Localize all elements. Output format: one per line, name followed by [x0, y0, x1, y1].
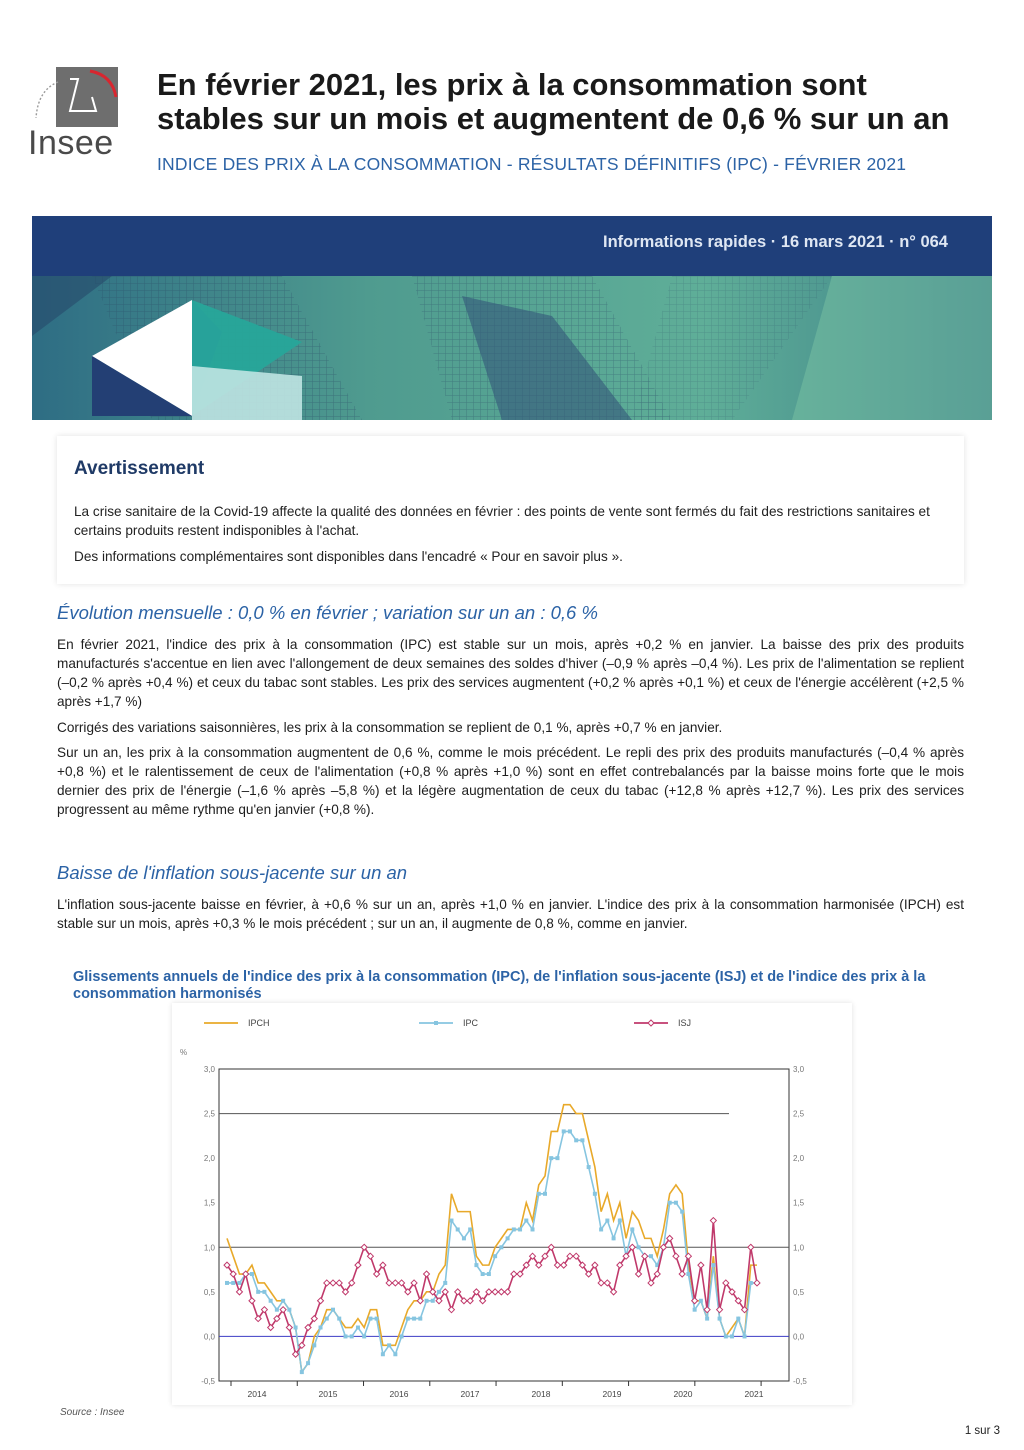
data-point-isj — [424, 1271, 430, 1277]
section-title-monthly: Évolution mensuelle : 0,0 % en février ; variation sur un an : 0,6 % — [57, 602, 598, 623]
data-point-ipc — [400, 1334, 404, 1338]
y-tick-label: 2,0 — [203, 1154, 215, 1164]
page-title: En février 2021, les prix à la consommation sont stables sur un mois et augmentent de 0,6 % sur un an — [157, 67, 950, 136]
data-point-ipc — [225, 1281, 229, 1285]
data-point-ipc — [275, 1308, 279, 1312]
legend-marker — [434, 1021, 438, 1025]
data-point-ipc — [711, 1263, 715, 1267]
data-point-ipc — [574, 1138, 578, 1142]
data-point-isj — [286, 1325, 292, 1331]
page-number: 1 sur 3 — [964, 1425, 1000, 1437]
paragraph-cvs: Corrigés des variations saisonnières, les prix à la consommation se replient de 0,1 %, après +0,7 % en janvier. — [57, 720, 723, 735]
data-point-ipc — [649, 1254, 653, 1258]
chart-title: Glissements annuels de l'indice des prix à la consommation (IPC), de l'inflation sous-jacente (ISJ) et de l'indice des prix à la consommation harmonisés — [73, 969, 926, 1002]
data-point-ipc — [587, 1165, 591, 1169]
y-tick-label-right: 0,0 — [793, 1332, 805, 1342]
section-title-core-inflation: Baisse de l'inflation sous-jacente sur un an — [57, 862, 408, 883]
data-point-ipc — [705, 1317, 709, 1321]
y-tick-label: 1,5 — [203, 1198, 215, 1208]
y-tick-label-right: 1,0 — [793, 1243, 805, 1253]
data-point-ipc — [462, 1236, 466, 1240]
inflation-line-chart — [172, 1003, 852, 1405]
data-point-isj — [748, 1244, 754, 1250]
x-tick-label: 2014 — [247, 1389, 267, 1399]
data-point-ipc — [736, 1317, 740, 1321]
data-point-ipc — [269, 1299, 273, 1303]
data-point-ipc — [294, 1326, 298, 1330]
x-tick-label: 2018 — [531, 1389, 551, 1399]
data-point-ipc — [593, 1192, 597, 1196]
data-point-ipc — [350, 1334, 354, 1338]
y-tick-label-right: -0,5 — [793, 1377, 807, 1386]
data-point-ipc — [237, 1281, 241, 1285]
y-tick-label: 1,0 — [203, 1243, 215, 1253]
x-tick-label: 2015 — [318, 1389, 338, 1399]
source-note: Source : Insee — [60, 1407, 125, 1418]
y-tick-label: 2,5 — [203, 1109, 215, 1119]
data-point-ipc — [300, 1370, 304, 1374]
data-point-ipc — [449, 1219, 453, 1223]
data-point-ipc — [730, 1334, 734, 1338]
x-tick-label: 2019 — [602, 1389, 622, 1399]
data-point-ipc — [256, 1290, 260, 1294]
paragraph-monthly: En février 2021, l'indice des prix à la consommation (IPC) est stable sur un mois, après +0,2 % en janvier. La baisse des prix des produits manufacturés s'accentue en lien avec l'allongement de deux semaines des soldes d'hiver (–0,9 % après –0,4 %). Les prix de l'alimentation se replient (–0,2 % après +0,4 %) et ceux du tabac sont stables. Les prix des services augmentent (+0,2 % après +0,1 %) et ceux de l'énergie accélèrent (+2,5 % après +1,7 %) — [57, 637, 964, 709]
data-point-isj — [710, 1218, 716, 1224]
warning-box — [57, 436, 964, 584]
y-tick-label: 0,0 — [203, 1332, 215, 1342]
data-point-ipc — [393, 1352, 397, 1356]
data-point-ipc — [599, 1227, 603, 1231]
data-point-ipc — [387, 1343, 391, 1347]
data-point-ipc — [605, 1219, 609, 1223]
data-point-isj — [598, 1280, 604, 1286]
warning-text-1: La crise sanitaire de la Covid-19 affecte la qualité des données en février : des points de vente sont fermés du fait des restrictions sanitaires et certains produits restent indisponibles à l'achat. — [74, 504, 930, 538]
data-point-ipc — [562, 1129, 566, 1133]
data-point-ipc — [456, 1227, 460, 1231]
data-point-ipc — [749, 1281, 753, 1285]
data-point-ipc — [686, 1272, 690, 1276]
data-point-ipc — [375, 1317, 379, 1321]
data-point-ipc — [531, 1227, 535, 1231]
y-tick-label-right: 0,5 — [793, 1287, 805, 1297]
data-point-ipc — [506, 1236, 510, 1240]
data-point-ipc — [543, 1192, 547, 1196]
data-point-ipc — [474, 1263, 478, 1267]
data-point-ipc — [537, 1192, 541, 1196]
paragraph-annual: Sur un an, les prix à la consommation augmentent de 0,6 %, comme le mois précédent. Le repli des prix des produits manufacturés (–0,4 % après +0,8 %) et le ralentissement de ceux de l'alimentation (+0,8 % après +1,0 %) sont en effet contrebalancés par la baisse moins forte que le mois dernier des prix de l'énergie (–1,6 % après –5,8 %) et la légère augmentation de ceux du tabac (+12,8 % après +12,7 %). Les prix des services progressent au même rythme qu'en janvier (+0,8 %). — [57, 745, 964, 817]
data-point-ipc — [724, 1334, 728, 1338]
warning-text-2: Des informations complémentaires sont disponibles dans l'encadré « Pour en savoir plus ». — [74, 549, 623, 564]
page-subtitle: INDICE DES PRIX À LA CONSOMMATION - RÉSULTATS DÉFINITIFS (IPC) - FÉVRIER 2021 — [157, 154, 907, 174]
data-point-ipc — [499, 1245, 503, 1249]
data-point-ipc — [362, 1334, 366, 1338]
data-point-ipc — [612, 1236, 616, 1240]
banner-photo — [32, 276, 992, 420]
data-point-ipc — [549, 1156, 553, 1160]
series-line-isj — [227, 1221, 757, 1355]
data-point-ipc — [630, 1227, 634, 1231]
y-tick-label-right: 2,5 — [793, 1109, 805, 1119]
plot-area — [219, 1069, 789, 1381]
data-point-isj — [392, 1280, 398, 1286]
data-point-isj — [236, 1289, 242, 1295]
data-point-ipc — [325, 1317, 329, 1321]
data-point-isj — [318, 1298, 324, 1304]
data-point-isj — [386, 1280, 392, 1286]
data-point-ipc — [312, 1343, 316, 1347]
data-point-ipc — [406, 1317, 410, 1321]
data-point-isj — [754, 1280, 760, 1286]
data-point-ipc — [518, 1227, 522, 1231]
data-point-ipc — [668, 1201, 672, 1205]
data-point-ipc — [512, 1227, 516, 1231]
data-point-isj — [330, 1280, 336, 1286]
data-point-ipc — [493, 1254, 497, 1258]
data-point-ipc — [568, 1129, 572, 1133]
y-tick-label: 3,0 — [203, 1065, 215, 1074]
data-point-ipc — [356, 1326, 360, 1330]
chart-frame — [172, 1003, 852, 1405]
y-axis-label: % — [180, 1048, 188, 1057]
data-point-isj — [505, 1289, 511, 1295]
data-point-isj — [249, 1298, 255, 1304]
data-point-ipc — [319, 1326, 323, 1330]
logo-mark — [56, 67, 118, 127]
data-point-ipc — [431, 1299, 435, 1303]
banner-text: Informations rapides · 16 mars 2021 · n° 064 — [603, 233, 948, 251]
data-point-isj — [511, 1271, 517, 1277]
y-tick-label: -0,5 — [201, 1377, 215, 1386]
data-point-isj — [448, 1307, 454, 1313]
data-point-ipc — [418, 1317, 422, 1321]
data-point-isj — [492, 1289, 498, 1295]
legend-label-ipc: IPC — [463, 1018, 479, 1028]
data-point-ipc — [743, 1334, 747, 1338]
y-tick-label-right: 2,0 — [793, 1154, 805, 1164]
data-point-ipc — [306, 1361, 310, 1365]
data-point-ipc — [331, 1308, 335, 1312]
data-point-ipc — [425, 1299, 429, 1303]
data-point-ipc — [524, 1219, 528, 1223]
data-point-isj — [324, 1280, 330, 1286]
x-tick-label: 2020 — [673, 1389, 693, 1399]
data-point-ipc — [693, 1308, 697, 1312]
logo-text: Insee — [28, 124, 114, 162]
data-point-ipc — [343, 1334, 347, 1338]
x-tick-label: 2021 — [744, 1389, 764, 1399]
data-point-ipc — [368, 1317, 372, 1321]
legend-label-isj: ISJ — [678, 1018, 692, 1028]
data-point-isj — [554, 1262, 560, 1268]
data-point-ipc — [481, 1272, 485, 1276]
publication-banner — [32, 216, 992, 276]
data-point-isj — [355, 1262, 361, 1268]
data-point-ipc — [443, 1281, 447, 1285]
data-point-ipc — [287, 1308, 291, 1312]
data-point-ipc — [250, 1272, 254, 1276]
data-point-ipc — [680, 1210, 684, 1214]
paragraph-core-inflation: L'inflation sous-jacente baisse en février, à +0,6 % sur un an, après +1,0 % en janvier. L'indice des prix à la consommation harmonisée (IPCH) est stable sur un mois, après +0,3 % le mois précédent ; sur un an, il augmente de 0,8 %, comme en janvier. — [57, 897, 964, 931]
data-point-ipc — [231, 1281, 235, 1285]
y-tick-label-right: 1,5 — [793, 1198, 805, 1208]
data-point-ipc — [674, 1201, 678, 1205]
data-point-isj — [698, 1262, 704, 1268]
x-tick-label: 2016 — [389, 1389, 409, 1399]
insee-logo — [28, 62, 128, 162]
data-point-ipc — [618, 1219, 622, 1223]
data-point-ipc — [412, 1317, 416, 1321]
data-point-ipc — [381, 1352, 385, 1356]
data-point-ipc — [281, 1299, 285, 1303]
warning-heading: Avertissement — [74, 458, 205, 479]
data-point-isj — [636, 1271, 642, 1277]
data-point-isj — [679, 1271, 685, 1277]
data-point-isj — [673, 1253, 679, 1259]
data-point-ipc — [262, 1290, 266, 1294]
data-point-isj — [498, 1289, 504, 1295]
data-point-ipc — [718, 1317, 722, 1321]
data-point-ipc — [555, 1156, 559, 1160]
y-tick-label-right: 3,0 — [793, 1065, 805, 1074]
legend-label-ipch: IPCH — [248, 1018, 270, 1028]
data-point-ipc — [637, 1245, 641, 1249]
data-point-ipc — [580, 1138, 584, 1142]
y-tick-label: 0,5 — [203, 1287, 215, 1297]
data-point-ipc — [699, 1299, 703, 1303]
data-point-ipc — [437, 1290, 441, 1294]
data-point-ipc — [468, 1227, 472, 1231]
data-point-ipc — [487, 1272, 491, 1276]
data-point-ipc — [337, 1317, 341, 1321]
legend-marker — [648, 1020, 654, 1026]
x-tick-label: 2017 — [460, 1389, 480, 1399]
data-point-isj — [717, 1307, 723, 1313]
